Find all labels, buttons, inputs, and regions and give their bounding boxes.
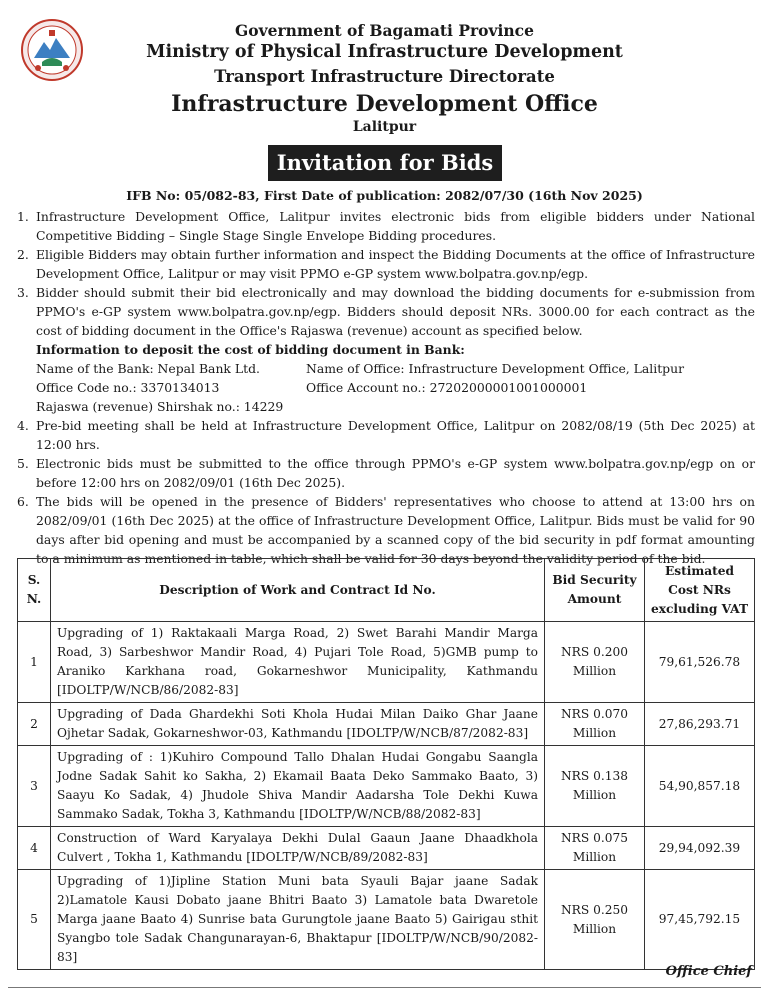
- cell-description: Upgrading of 1) Raktakaali Marga Road, 2) Swet Barahi Mandir Marga Road, 3) Sarbeshwor Mandir Road, 4) Pujari Tole Road, 5)GMB pump to Araniko Karkhana road, Gokarneshwor Municipality, Kathmandu [IDOLTP/W/NCB/86/2082-83]: [51, 622, 545, 703]
- cell-sn: 2: [18, 703, 51, 746]
- cell-description: Upgrading of Dada Ghardekhi Soti Khola Hudai Milan Daiko Ghar Jaane Ojhetar Sadak, Gokarneshwor-03, Kathmandu [IDOLTP/W/NCB/87/2082-83]: [51, 703, 545, 746]
- cell-sn: 5: [18, 870, 51, 970]
- cell-bid-security: NRS 0.070 Million: [545, 703, 645, 746]
- item-number: 4.: [17, 418, 29, 433]
- cell-estimated-cost: 29,94,092.39: [645, 827, 755, 870]
- notice-item: [17, 207, 755, 245]
- notice-item: [17, 416, 755, 454]
- cell-estimated-cost: 54,90,857.18: [645, 746, 755, 827]
- header-bid-security: Bid Security Amount: [545, 559, 645, 622]
- office-chief-signature: Office Chief: [665, 964, 752, 979]
- table-header-row: [18, 559, 755, 622]
- table-row: [18, 870, 755, 970]
- invitation-banner: Invitation for Bids: [268, 145, 502, 181]
- item-text: Pre-bid meeting shall be held at Infrastructure Development Office, Lalitpur on 2082/08/19 (5th Dec 2025) at 12:00 hrs.: [36, 418, 755, 452]
- bids-table: [17, 558, 755, 970]
- cell-description: Upgrading of 1)Jipline Station Muni bata Syauli Bajar jaane Sadak 2)Lamatole Kausi Dobato jaane Bhitri Baato 3) Lamatole bata Dwaretole Marga jaane Baato 4) Sunrise bata Gurungtole jaane Baato 5) Gairigau sthit Syangbo tole Sadak Changunarayan-6, Bhaktapur [IDOLTP/W/NCB/90/2082-83]: [51, 870, 545, 970]
- office-location: Lalitpur: [352, 119, 417, 135]
- cell-sn: 1: [18, 622, 51, 703]
- office-title: Infrastructure Development Office: [171, 91, 598, 117]
- cell-description: Construction of Ward Karyalaya Dekhi Dulal Gaaun Jaane Dhaadkhola Culvert , Tokha 1, Kathmandu [IDOLTP/W/NCB/89/2082-83]: [51, 827, 545, 870]
- cell-estimated-cost: 97,45,792.15: [645, 870, 755, 970]
- notice-item: [17, 454, 755, 492]
- notice-item: [17, 245, 755, 283]
- ministry-title: Ministry of Physical Infrastructure Development: [146, 42, 623, 62]
- cell-bid-security: NRS 0.200 Million: [545, 622, 645, 703]
- cell-bid-security: NRS 0.138 Million: [545, 746, 645, 827]
- item-number: 3.: [17, 285, 29, 300]
- bank-info-heading: Information to deposit the cost of bidding document in Bank:: [36, 342, 465, 357]
- cell-description: Upgrading of : 1)Kuhiro Compound Tallo Dhalan Hudai Gongabu Saangla Jodne Sadak Sahit ko Sakha, 2) Ekamail Baata Deko Sammako Baato, 3) Saayu Ko Sadak, 4) Jhudole Shiva Mandir Aadarsha Tole Dekhi Kuwa Sammako Sadak, Tokha 3, Kathmandu [IDOLTP/W/NCB/88/2082-83]: [51, 746, 545, 827]
- rajaswa-shirshak: Rajaswa (revenue) Shirshak no.: 14229: [36, 399, 284, 414]
- item-text: Infrastructure Development Office, Lalitpur invites electronic bids from eligible bidders under National Competitive Bidding – Single Stage Single Envelope Bidding procedures.: [36, 209, 755, 243]
- directorate-title: Transport Infrastructure Directorate: [214, 67, 555, 86]
- header-sn: S. N.: [18, 559, 51, 622]
- cell-sn: 4: [18, 827, 51, 870]
- item-number: 1.: [17, 209, 29, 224]
- bank-name: Name of the Bank: Nepal Bank Ltd.: [36, 361, 260, 376]
- notice-body: [17, 207, 755, 568]
- cell-estimated-cost: 79,61,526.78: [645, 622, 755, 703]
- item-text: Bidder should submit their bid electronically and may download the bidding documents for e-submission from PPMO's e-GP system www.bolpatra.gov.np/egp. Bidders should deposit NRs. 3000.00 for each contract as the cost of bidding document in the Office's Rajaswa (revenue) account as specified below.: [36, 285, 755, 338]
- office-code: Office Code no.: 3370134013: [36, 380, 220, 395]
- ifb-number-line: IFB No: 05/082-83, First Date of publication: 2082/07/30 (16th Nov 2025): [126, 188, 643, 203]
- cell-bid-security: NRS 0.075 Million: [545, 827, 645, 870]
- table-row: [18, 827, 755, 870]
- header-description: Description of Work and Contract Id No.: [51, 559, 545, 622]
- item-text: Eligible Bidders may obtain further information and inspect the Bidding Documents at the office of Infrastructure Development Office, Lalitpur or may visit PPMO e-GP system www.bolpatra.gov.np/egp.: [36, 247, 755, 281]
- cell-estimated-cost: 27,86,293.71: [645, 703, 755, 746]
- notice-item: [17, 283, 755, 340]
- item-text: Electronic bids must be submitted to the office through PPMO's e-GP system www.bolpatra.gov.np/egp on or before 12:00 hrs on 2082/09/01 (16th Dec 2025).: [36, 456, 755, 490]
- bank-info: [17, 340, 755, 416]
- office-name: Name of Office: Infrastructure Development Office, Lalitpur: [306, 361, 685, 376]
- bottom-divider: [8, 987, 761, 988]
- header-estimated-cost: Estimated Cost NRs excluding VAT: [645, 559, 755, 622]
- item-number: 6.: [17, 494, 29, 509]
- item-text: The bids will be opened in the presence of Bidders' representatives who choose to attend at 13:00 hrs on 2082/09/01 (16th Dec 2025) at the office of Infrastructure Development Office, Lalitpur. Bids must be valid for 90 days after bid opening and must be accompanied by a scanned copy of the bid security in pdf format amounting to a minimum as mentioned in table, which shall be valid for 30 days beyond the validity period of the bid.: [36, 494, 755, 566]
- government-title: Government of Bagamati Province: [235, 21, 534, 40]
- cell-sn: 3: [18, 746, 51, 827]
- table-row: [18, 746, 755, 827]
- office-account: Office Account no.: 27202000001001000001: [306, 380, 588, 395]
- item-number: 5.: [17, 456, 29, 471]
- table-row: [18, 622, 755, 703]
- cell-bid-security: NRS 0.250 Million: [545, 870, 645, 970]
- table-row: [18, 703, 755, 746]
- notice-item: [17, 492, 755, 568]
- item-number: 2.: [17, 247, 29, 262]
